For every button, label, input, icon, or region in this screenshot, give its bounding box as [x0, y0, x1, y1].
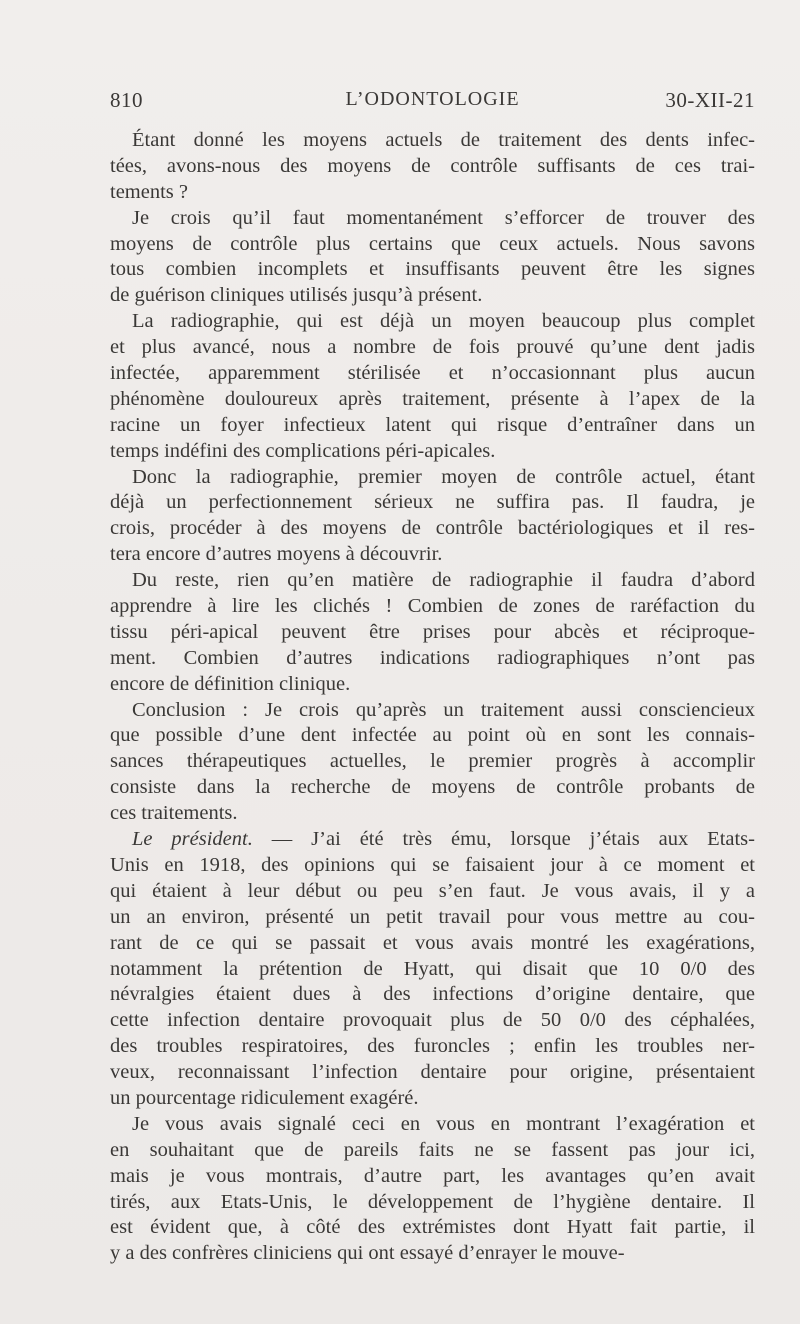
paragraph: [110, 309, 755, 464]
paragraph: [110, 128, 755, 206]
text-line: Je vous avais signalé ceci en vous en montrant l’exagération et: [132, 1112, 755, 1135]
text-line: y a des confrères cliniciens qui ont essayé d’enrayer le mouve-: [110, 1242, 625, 1265]
text-line: et plus avancé, nous a nombre de fois prouvé qu’une dent jadis: [110, 336, 755, 359]
text-line: apprendre à lire les clichés ! Combien de zones de raréfaction du: [110, 595, 755, 618]
text-line: encore de définition clinique.: [110, 672, 351, 695]
text-line: racine un foyer infectieux latent qui risque d’entraîner dans un: [110, 413, 755, 436]
text-line: rant de ce qui se passait et vous avais montré les exagérations,: [110, 931, 755, 954]
text-line: des troubles respiratoires, des furoncles ; enfin les troubles ner-: [110, 1035, 755, 1058]
text-line: sances thérapeutiques actuelles, le premier progrès à accomplir: [110, 750, 755, 773]
text-line: moyens de contrôle plus certains que ceux actuels. Nous savons: [110, 232, 755, 255]
text-line: mais je vous montrais, d’autre part, les avantages qu’en avait: [110, 1164, 755, 1187]
page-number: 810: [110, 88, 143, 112]
paragraph: [110, 827, 755, 1112]
text-line: ment. Combien d’autres indications radiographiques n’ont pas: [110, 646, 755, 669]
paragraph: [110, 1112, 755, 1267]
text-line: déjà un perfectionnement sérieux ne suffira pas. Il faudra, je: [110, 491, 755, 514]
text-line: que possible d’une dent infectée au point où en sont les connais-: [110, 724, 755, 747]
text-line: qui étaient à leur début ou peu s’en faut. Je vous avais, il y a: [110, 879, 755, 902]
paragraph: [110, 465, 755, 569]
text-line: notamment la prétention de Hyatt, qui disait que 10 0/0 des: [110, 957, 755, 980]
text-line: [110, 827, 755, 853]
paragraph: [110, 206, 755, 310]
paragraph: [110, 698, 755, 827]
text-line: infectée, apparemment stérilisée et n’occasionnant plus aucun: [110, 362, 755, 385]
speaker-name: Le président.: [132, 828, 253, 851]
text-line: est évident que, à côté des extrémistes dont Hyatt fait partie, il: [110, 1216, 755, 1239]
text-line: névralgies étaient dues à des infections d’origine dentaire, que: [110, 983, 755, 1006]
text-line: tements ?: [110, 180, 188, 203]
text-line: La radiographie, qui est déjà un moyen beaucoup plus complet: [132, 310, 755, 333]
text-line: tous combien incomplets et insuffisants peuvent être les signes: [110, 258, 755, 281]
text-line: tirés, aux Etats-Unis, le développement de l’hygiène dentaire. Il: [110, 1190, 755, 1213]
text-line: de guérison cliniques utilisés jusqu’à présent.: [110, 284, 483, 307]
text-line: Unis en 1918, des opinions qui se faisaient jour à ce moment et: [110, 853, 755, 876]
text-line: veux, reconnaissant l’infection dentaire pour origine, présentaient: [110, 1061, 755, 1084]
text-line: cette infection dentaire provoquait plus de 50 0/0 des céphalées,: [110, 1009, 755, 1032]
issue-date: 30-XII-21: [665, 88, 755, 112]
speaker-text: — J’ai été très ému, lorsque j’étais aux Etats-: [252, 828, 755, 851]
text-line: tissu péri-apical peuvent être prises pour abcès et réciproque-: [110, 620, 755, 643]
text-line: Du reste, rien qu’en matière de radiographie il faudra d’abord: [132, 569, 755, 592]
text-line: crois, procéder à des moyens de contrôle bactériologiques et il res-: [110, 517, 755, 540]
body-text: [110, 128, 755, 1267]
text-line: ces traitements.: [110, 802, 238, 825]
text-line: en souhaitant que de pareils faits ne se fassent pas jour ici,: [110, 1138, 755, 1161]
text-line: Je crois qu’il faut momentanément s’efforcer de trouver des: [132, 206, 755, 229]
text-line: temps indéfini des complications péri-apicales.: [110, 439, 496, 462]
text-line: tera encore d’autres moyens à découvrir.: [110, 543, 443, 566]
text-line: Conclusion : Je crois qu’après un traitement aussi consciencieux: [132, 698, 755, 721]
text-line: phénomène douloureux après traitement, présente à l’apex de la: [110, 387, 755, 410]
paragraph: [110, 568, 755, 697]
text-line: Donc la radiographie, premier moyen de contrôle actuel, étant: [132, 465, 755, 488]
journal-title: L’ODONTOLOGIE: [345, 88, 520, 110]
text-line: Étant donné les moyens actuels de traitement des dents infec-: [132, 129, 755, 151]
text-line: un pourcentage ridiculement exagéré.: [110, 1086, 419, 1109]
text-line: consiste dans la recherche de moyens de contrôle probants de: [110, 776, 755, 799]
running-header: [110, 88, 755, 118]
text-line: tées, avons-nous des moyens de contrôle suffisants de ces trai-: [110, 154, 755, 177]
text-line: un an environ, présenté un petit travail pour vous mettre au cou-: [110, 905, 755, 928]
